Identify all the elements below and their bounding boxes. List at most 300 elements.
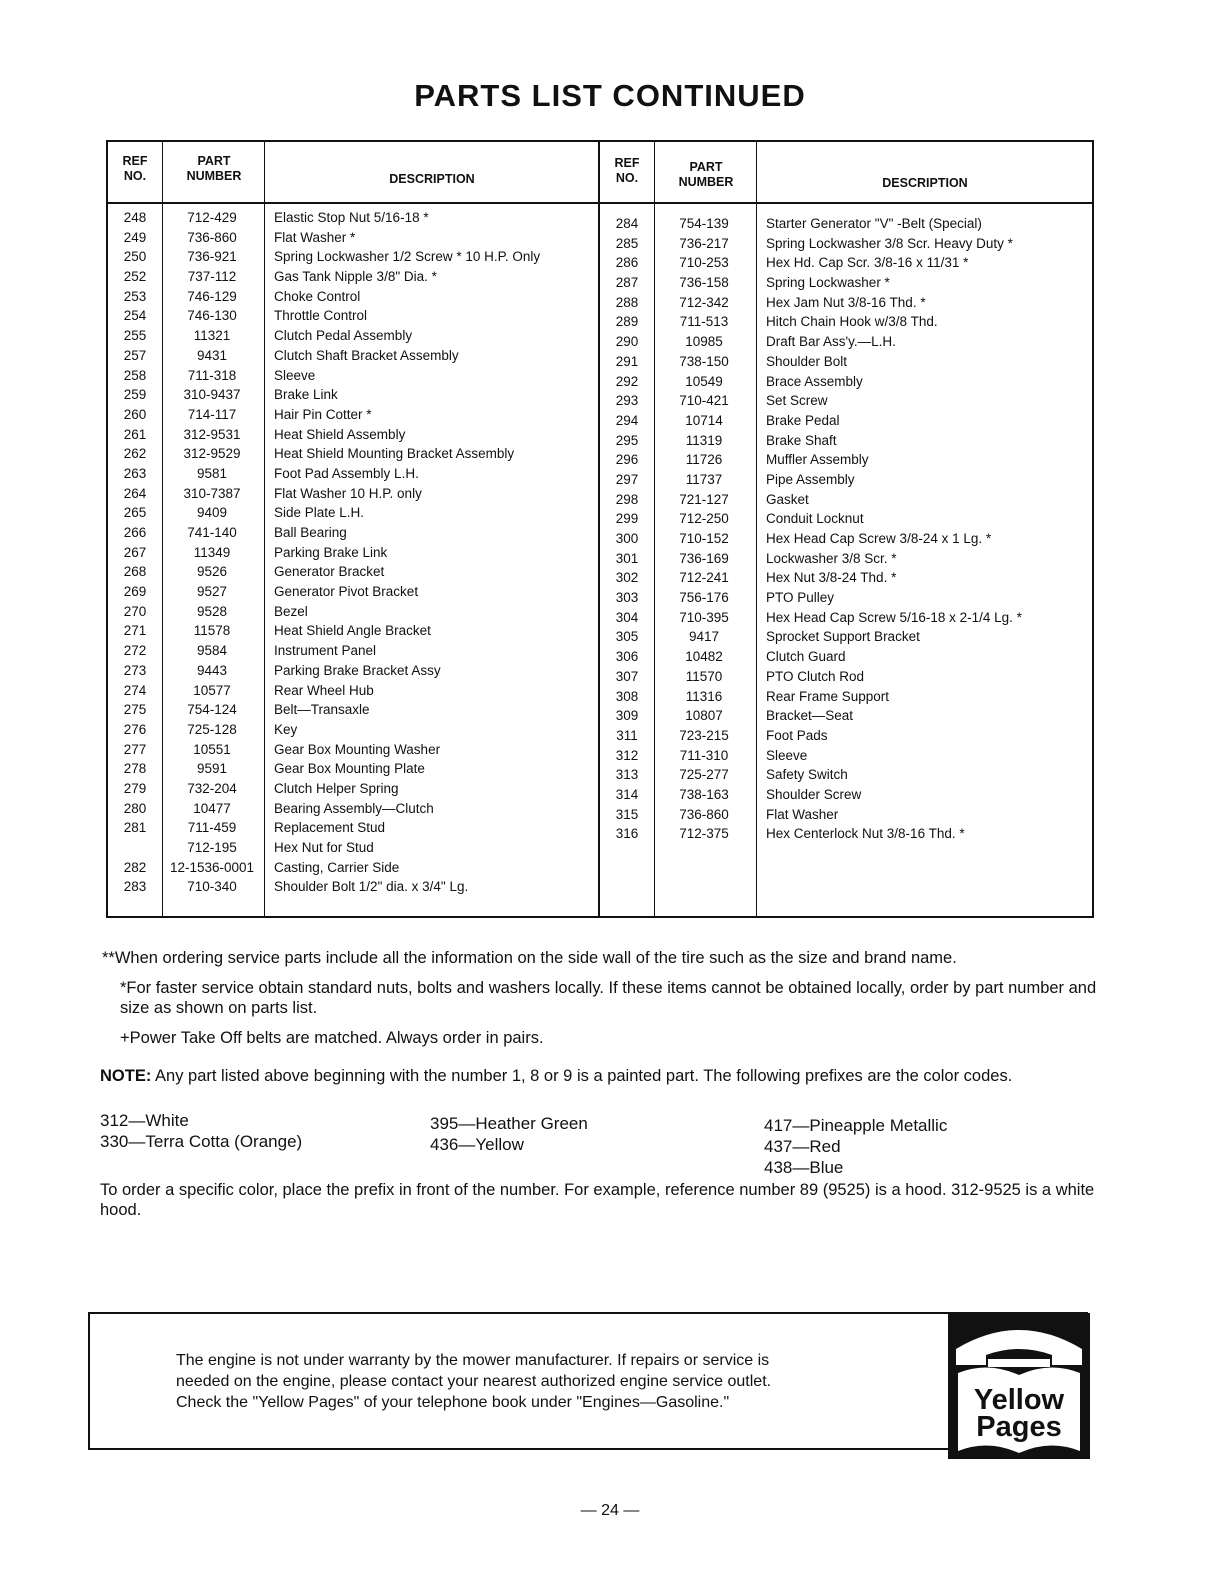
ref-header	[108, 154, 162, 184]
table-row	[108, 267, 598, 287]
color-code: 395—Heather Green	[430, 1114, 588, 1133]
part-description: Instrument Panel	[274, 643, 377, 659]
part-number: 712-375	[679, 826, 729, 842]
tire-note: **When ordering service parts include all the information on the side wall of the tire such as the size and brand name.	[102, 949, 957, 967]
ref-no: 280	[123, 800, 147, 816]
part-number: 10477	[193, 800, 231, 816]
table-row	[600, 450, 1092, 470]
part-number: 712-342	[679, 294, 729, 310]
warranty-text	[176, 1350, 876, 1413]
part-description: Elastic Stop Nut 5/16-18 *	[274, 210, 429, 225]
table-row	[108, 661, 598, 681]
table-row	[108, 464, 598, 484]
ref-no: 288	[615, 294, 639, 310]
part-number: 310-7387	[183, 485, 241, 501]
desc-header: DESCRIPTION	[882, 176, 968, 190]
part-number: 736-921	[187, 249, 237, 265]
warranty-line: Check the "Yellow Pages" of your telephone book under "Engines—Gasoline."	[176, 1394, 730, 1411]
part-description: Clutch Helper Spring	[274, 780, 399, 796]
table-row	[108, 247, 598, 267]
part-number: 11570	[685, 668, 723, 684]
ref-no: 262	[123, 446, 147, 462]
part-number: 9581	[196, 465, 228, 481]
table-row	[108, 877, 598, 897]
part-description: Gasket	[766, 491, 809, 507]
part-description: Flat Washer 10 H.P. only	[274, 485, 422, 501]
ref-no: 282	[123, 859, 147, 875]
part-description: Foot Pads	[766, 727, 828, 743]
part-description: Brake Shaft	[766, 432, 837, 448]
table-row	[108, 562, 598, 582]
part-number: 9527	[196, 584, 228, 600]
ref-no: 295	[615, 432, 639, 448]
part-number: 9526	[196, 564, 228, 580]
part-description: Hitch Chain Hook w/3/8 Thd.	[766, 314, 938, 330]
ref-no: 312	[615, 747, 639, 763]
part-description: Hex Centerlock Nut 3/8-16 Thd. *	[766, 826, 965, 842]
ref-no: 283	[123, 879, 147, 895]
warranty-line: The engine is not under warranty by the mower manufacturer. If repairs or service is	[176, 1352, 770, 1369]
part-number: 10985	[685, 334, 723, 350]
table-row	[108, 582, 598, 602]
part-number: 741-140	[187, 525, 237, 540]
part-description: Hex Head Cap Screw 5/16-18 x 2-1/4 Lg. *	[766, 609, 1022, 625]
table-row	[108, 306, 598, 326]
ref-header	[600, 156, 654, 186]
ref-header-line1: REF	[614, 156, 640, 170]
table-row	[108, 818, 598, 838]
color-code: 417—Pineapple Metallic	[764, 1116, 948, 1135]
ref-no: 314	[615, 786, 639, 802]
part-number: 10807	[685, 708, 723, 724]
table-row	[108, 543, 598, 563]
table-row	[600, 214, 1092, 234]
part-description: Gear Box Mounting Washer	[274, 741, 441, 757]
ref-no: 271	[123, 623, 147, 639]
painted-note	[100, 1066, 1105, 1086]
ref-no: 298	[615, 491, 639, 507]
ref-no: 287	[615, 275, 639, 291]
table-row	[600, 470, 1092, 490]
part-number: 9443	[196, 662, 228, 678]
part-number: 710-152	[679, 531, 729, 546]
table-row	[108, 444, 598, 464]
ref-no: 279	[123, 780, 147, 796]
part-description: Conduit Locknut	[766, 511, 864, 527]
part-header	[656, 160, 756, 190]
part-number: 736-860	[679, 806, 729, 822]
part-number: 714-117	[187, 406, 237, 422]
page-title: PARTS LIST CONTINUED	[414, 78, 806, 113]
ref-no: 293	[615, 393, 639, 409]
part-number: 725-128	[187, 721, 237, 737]
ref-no: 275	[123, 702, 147, 718]
part-number: 11316	[685, 688, 723, 704]
part-description: Gas Tank Nipple 3/8" Dia. *	[274, 269, 437, 285]
order-note	[100, 1180, 1105, 1230]
notes	[100, 948, 1105, 1096]
yellow-pages-logo	[948, 1313, 1090, 1459]
ref-no: 252	[123, 269, 147, 285]
color-code: 437—Red	[764, 1137, 841, 1156]
part-number: 711-310	[679, 747, 729, 763]
part-number: 11321	[193, 328, 231, 344]
part-number: 11319	[685, 432, 723, 448]
ref-no: 307	[615, 668, 639, 684]
ref-no: 306	[615, 649, 639, 665]
table-row	[600, 568, 1092, 588]
ref-no: 304	[615, 609, 639, 625]
part-description: Safety Switch	[766, 767, 848, 783]
part-number: 9417	[688, 629, 720, 645]
ref-no: 274	[123, 682, 147, 698]
ref-no: 291	[615, 353, 639, 369]
part-description: Spring Lockwasher 1/2 Screw * 10 H.P. Only	[274, 249, 541, 265]
table-row	[600, 352, 1092, 372]
ref-no: 268	[123, 564, 147, 580]
table-row	[600, 805, 1092, 825]
note-text: Any part listed above beginning with the number 1, 8 or 9 is a painted part. The following prefixes are the color codes.	[151, 1067, 1013, 1085]
table-row	[108, 503, 598, 523]
part-description: Generator Bracket	[274, 564, 385, 580]
part-number: 737-112	[187, 269, 237, 285]
ref-no: 265	[123, 505, 147, 521]
part-header	[164, 154, 264, 184]
part-number: 11578	[193, 623, 231, 639]
part-number: 736-169	[679, 550, 729, 566]
part-number: 711-513	[679, 314, 729, 330]
part-number: 10551	[193, 741, 231, 757]
parts-table-left	[108, 142, 600, 916]
part-number: 9409	[196, 505, 228, 521]
part-description: Shoulder Bolt 1/2" dia. x 3/4" Lg.	[274, 879, 469, 895]
part-description: Clutch Pedal Assembly	[274, 328, 413, 344]
part-description: Shoulder Screw	[766, 786, 862, 802]
part-description: PTO Clutch Rod	[766, 668, 865, 684]
table-row	[600, 411, 1092, 431]
part-description: Gear Box Mounting Plate	[274, 761, 425, 777]
table-row	[600, 234, 1092, 254]
table-row	[108, 425, 598, 445]
part-number: 312-9531	[183, 426, 241, 442]
ref-no: 294	[615, 412, 639, 428]
part-number: 10577	[193, 682, 231, 698]
table-row	[108, 621, 598, 641]
ref-no: 253	[123, 288, 147, 304]
ref-no: 260	[123, 406, 147, 422]
color-codes	[100, 1110, 1100, 1180]
standard-parts-note: *For faster service obtain standard nuts, bolts and washers locally. If these items cannot be obtained locally, order by part number and size as shown on parts list.	[120, 979, 1097, 1017]
part-header-line2: NUMBER	[186, 169, 242, 183]
ref-header-line2: NO.	[123, 169, 147, 183]
ref-no: 292	[615, 373, 639, 389]
order-note-text: To order a specific color, place the prefix in front of the number. For example, reference number 89 (9525) is a hood. 312-9525 is a white hood.	[100, 1181, 1095, 1219]
part-description: Brake Pedal	[766, 412, 840, 428]
ref-no: 278	[123, 761, 147, 777]
part-number: 712-241	[679, 570, 729, 586]
table-row	[600, 824, 1092, 844]
part-description: Shoulder Bolt	[766, 353, 848, 369]
table-row	[108, 740, 598, 760]
part-number: 9591	[196, 761, 228, 777]
part-number: 710-421	[679, 393, 729, 409]
table-row	[600, 726, 1092, 746]
ref-no: 313	[615, 767, 639, 783]
table-row	[108, 700, 598, 720]
ref-no: 277	[123, 741, 147, 757]
ref-no: 264	[123, 485, 147, 501]
table-row	[108, 385, 598, 405]
table-row	[108, 602, 598, 622]
part-number: 721-127	[679, 491, 729, 507]
ref-header-line2: NO.	[615, 171, 639, 185]
table-row	[108, 641, 598, 661]
part-description: Hex Jam Nut 3/8-16 Thd. *	[766, 294, 926, 310]
ref-no: 284	[615, 216, 639, 231]
ref-no: 255	[123, 328, 147, 344]
ref-no: 297	[615, 471, 639, 487]
part-description: Draft Bar Ass'y.—L.H.	[766, 334, 896, 350]
part-number: 12-1536-0001	[169, 859, 255, 875]
ref-no: 267	[123, 544, 147, 560]
ref-no: 276	[123, 721, 147, 737]
ref-no: 266	[123, 525, 147, 540]
ref-no: 259	[123, 387, 147, 403]
part-description: Clutch Shaft Bracket Assembly	[274, 347, 459, 363]
table-row	[600, 785, 1092, 805]
table-row	[600, 431, 1092, 451]
part-number: 10549	[685, 373, 723, 389]
table-row	[108, 681, 598, 701]
table-row	[600, 667, 1092, 687]
part-description: Foot Pad Assembly L.H.	[274, 465, 419, 481]
part-description: Throttle Control	[274, 308, 368, 324]
color-code: 312—White	[100, 1111, 189, 1130]
color-code: 330—Terra Cotta (Orange)	[100, 1132, 303, 1151]
part-description: Ball Bearing	[274, 525, 347, 540]
ref-no: 250	[123, 249, 147, 265]
ref-no: 301	[615, 550, 639, 566]
part-description: Muffler Assembly	[766, 452, 869, 468]
part-description: Flat Washer *	[274, 229, 356, 245]
part-number: 736-860	[187, 229, 237, 245]
parts-rows-right	[600, 214, 1092, 844]
part-header-line2: NUMBER	[678, 175, 734, 189]
ref-no: 316	[615, 826, 639, 842]
telephone-icon	[948, 1313, 1090, 1459]
part-number: 712-195	[187, 840, 237, 855]
part-description: Pipe Assembly	[766, 471, 855, 487]
ref-no: 261	[123, 426, 147, 442]
part-number: 11349	[193, 544, 231, 560]
color-codes-col3	[764, 1115, 947, 1178]
part-number: 712-250	[679, 511, 729, 527]
part-number: 711-459	[187, 820, 237, 836]
ref-no: 289	[615, 314, 639, 330]
part-description: Hair Pin Cotter *	[274, 406, 372, 422]
ref-no: 286	[615, 255, 639, 271]
table-row	[600, 687, 1092, 707]
part-number: 10714	[685, 412, 723, 428]
part-number: 11726	[685, 452, 723, 468]
table-row	[108, 366, 598, 386]
part-description: PTO Pulley	[766, 590, 835, 606]
ref-no: 302	[615, 570, 639, 586]
part-description: Bracket—Seat	[766, 708, 854, 724]
part-description: Spring Lockwasher *	[766, 275, 890, 291]
ref-no: 249	[123, 229, 147, 245]
ref-no: 303	[615, 590, 639, 606]
part-number: 754-124	[187, 702, 237, 718]
part-number: 710-395	[679, 609, 729, 625]
ref-no: 311	[616, 727, 638, 743]
table-row	[108, 326, 598, 346]
ref-no: 281	[123, 820, 147, 836]
color-codes-col2	[430, 1113, 588, 1155]
part-description: Lockwasher 3/8 Scr. *	[766, 550, 897, 566]
part-number: 725-277	[679, 767, 729, 783]
part-description: Hex Head Cap Screw 3/8-24 x 1 Lg. *	[766, 531, 992, 546]
part-description: Replacement Stud	[274, 820, 386, 836]
ref-no: 273	[123, 662, 147, 678]
table-row	[108, 779, 598, 799]
part-description: Casting, Carrier Side	[274, 859, 400, 875]
table-row	[600, 627, 1092, 647]
ref-no: 309	[615, 708, 639, 724]
table-row	[108, 484, 598, 504]
table-row	[600, 312, 1092, 332]
ref-no: 299	[615, 511, 639, 527]
ref-no: 258	[123, 367, 147, 383]
part-description: Hex Hd. Cap Scr. 3/8-16 x 11/31 *	[766, 255, 969, 271]
part-description: Set Screw	[766, 393, 828, 409]
table-row	[600, 391, 1092, 411]
desc-header: DESCRIPTION	[389, 172, 475, 186]
color-code: 438—Blue	[764, 1158, 844, 1177]
part-number: 738-163	[679, 786, 729, 802]
part-number: 710-340	[187, 879, 237, 895]
part-description: Heat Shield Mounting Bracket Assembly	[274, 446, 515, 462]
part-number: 736-217	[679, 235, 729, 251]
part-number: 310-9437	[183, 387, 241, 403]
table-row	[600, 588, 1092, 608]
note-label: NOTE:	[100, 1067, 152, 1085]
part-description: Rear Frame Support	[766, 688, 890, 704]
table-row	[600, 293, 1092, 313]
ref-no: 308	[615, 688, 639, 704]
part-description: Bearing Assembly—Clutch	[274, 800, 434, 816]
part-number: 736-158	[679, 275, 729, 291]
part-description: Starter Generator "V" -Belt (Special)	[766, 216, 982, 231]
table-row	[108, 838, 598, 858]
table-row	[108, 720, 598, 740]
part-description: Parking Brake Link	[274, 544, 388, 560]
part-number: 9528	[196, 603, 228, 619]
parts-table	[106, 140, 1094, 918]
part-description: Flat Washer	[766, 806, 839, 822]
warranty-line: needed on the engine, please contact your nearest authorized engine service outlet.	[176, 1373, 772, 1390]
pto-note: +Power Take Off belts are matched. Always order in pairs.	[120, 1029, 544, 1047]
table-header	[600, 142, 1092, 204]
part-description: Bezel	[274, 603, 308, 619]
part-description: Heat Shield Assembly	[274, 426, 406, 442]
part-description: Brace Assembly	[766, 373, 863, 389]
table-row	[600, 490, 1092, 510]
part-number: 9431	[196, 347, 228, 363]
table-row	[108, 523, 598, 543]
logo-line2: Pages	[976, 1411, 1062, 1443]
part-description: Clutch Guard	[766, 649, 846, 665]
part-number: 712-429	[187, 210, 237, 225]
ref-no: 272	[123, 643, 147, 659]
ref-no: 269	[123, 584, 147, 600]
table-row	[108, 858, 598, 878]
page-number: — 24 —	[580, 1502, 640, 1519]
table-row	[108, 759, 598, 779]
part-number: 756-176	[679, 590, 729, 606]
ref-no: 285	[615, 235, 639, 251]
table-row	[600, 706, 1092, 726]
part-number: 732-204	[187, 780, 237, 796]
part-description: Choke Control	[274, 288, 361, 304]
part-number: 11737	[685, 471, 723, 487]
part-description: Hex Nut 3/8-24 Thd. *	[766, 570, 897, 586]
ref-header-line1: REF	[122, 154, 148, 168]
table-row	[600, 253, 1092, 273]
ref-no: 315	[615, 806, 639, 822]
table-row	[108, 346, 598, 366]
part-number: 711-318	[187, 367, 237, 383]
part-number: 738-150	[679, 353, 729, 369]
table-row	[600, 332, 1092, 352]
ref-no: 270	[123, 603, 147, 619]
part-number: 746-129	[187, 288, 237, 304]
part-description: Sleeve	[274, 367, 316, 383]
table-row	[600, 746, 1092, 766]
table-row	[108, 208, 598, 228]
warranty-box	[88, 1312, 1088, 1450]
part-number: 9584	[196, 643, 228, 659]
parts-table-right	[600, 142, 1092, 916]
ref-no: 248	[123, 210, 147, 225]
logo-line1: Yellow	[973, 1384, 1065, 1416]
part-number: 710-253	[679, 255, 729, 271]
part-description: Sprocket Support Bracket	[766, 629, 920, 645]
part-header-line1: PART	[197, 154, 231, 168]
part-number: 312-9529	[183, 446, 241, 462]
table-row	[600, 647, 1092, 667]
color-codes-col1	[100, 1110, 302, 1152]
part-description: Spring Lockwasher 3/8 Scr. Heavy Duty *	[766, 235, 1013, 251]
ref-no: 290	[615, 334, 639, 350]
table-row	[108, 405, 598, 425]
part-description: Generator Pivot Bracket	[274, 584, 419, 600]
table-header	[108, 142, 598, 204]
ref-no: 254	[123, 308, 147, 324]
part-number: 10482	[685, 649, 723, 665]
part-header-line1: PART	[689, 160, 723, 174]
table-row	[600, 372, 1092, 392]
part-description: Rear Wheel Hub	[274, 682, 374, 698]
part-description: Brake Link	[274, 387, 338, 403]
table-row	[600, 273, 1092, 293]
ref-no: 300	[615, 531, 639, 546]
ref-no: 263	[123, 465, 147, 481]
table-row	[600, 529, 1092, 549]
table-row	[108, 287, 598, 307]
part-number: 723-215	[679, 727, 729, 743]
ref-no: 257	[123, 347, 147, 363]
